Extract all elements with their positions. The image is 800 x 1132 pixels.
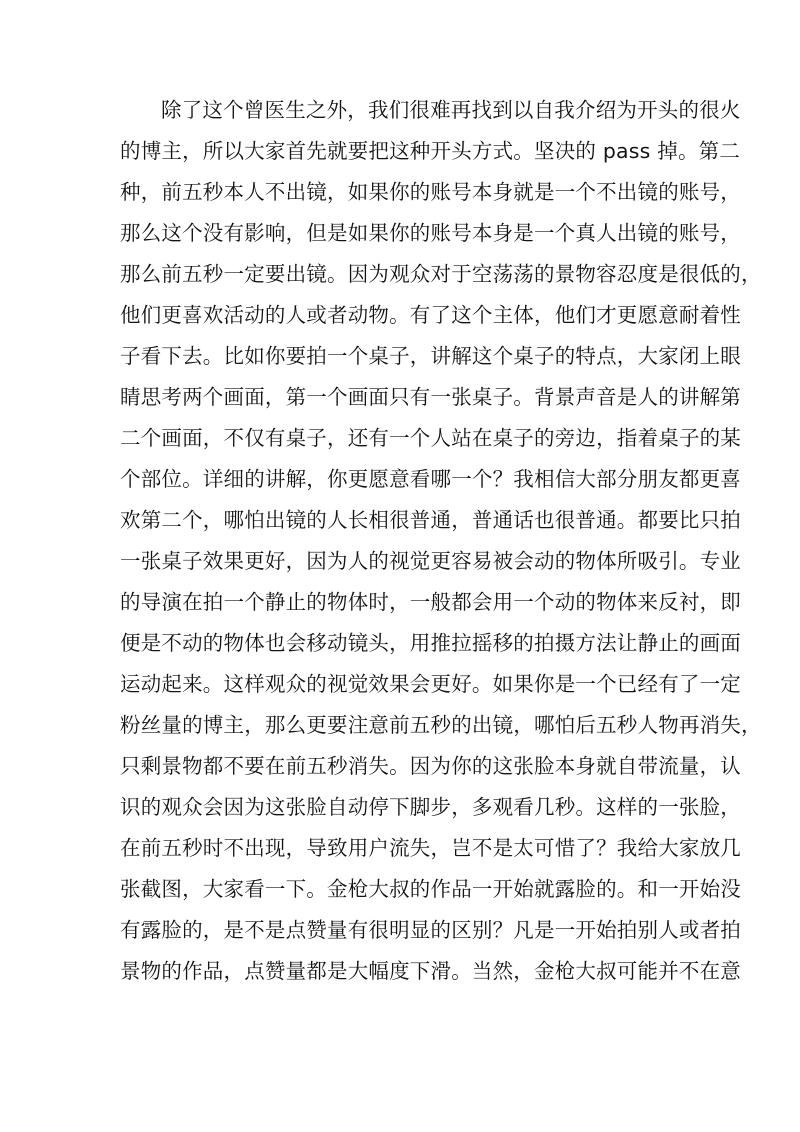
text-line-17: 只剩景物都不要在前五秒消失。因为你的这张脸本身就自带流量，认	[120, 754, 741, 778]
text-line-16: 粉丝量的博主，那么更要注意前五秒的出镜，哪怕后五秒人物再消失，	[120, 713, 762, 737]
text-line-11: 欢第二个，哪怕出镜的人长相很普通，普通话也很普通。都要比只拍	[120, 508, 741, 532]
text-line-14: 便是不动的物体也会移动镜头，用推拉摇移的拍摄方法让静止的画面	[120, 631, 741, 655]
text-line-7: 子看下去。比如你要拍一个桌子，讲解这个桌子的特点，大家闭上眼	[120, 344, 741, 368]
text-line-12: 一张桌子效果更好，因为人的视觉更容易被会动的物体所吸引。专业	[120, 549, 741, 573]
text-line-15: 运动起来。这样观众的视觉效果会更好。如果你是一个已经有了一定	[120, 672, 741, 696]
text-line-21: 有露脸的，是不是点赞量有很明显的区别？凡是一开始拍别人或者拍	[120, 918, 741, 942]
text-line-10: 个部位。详细的讲解，你更愿意看哪一个？我相信大部分朋友都更喜	[120, 467, 741, 491]
text-line-4: 那么这个没有影响，但是如果你的账号本身是一个真人出镜的账号，	[120, 221, 741, 245]
text-line-22: 景物的作品，点赞量都是大幅度下滑。当然，金枪大叔可能并不在意	[120, 959, 741, 983]
text-line-2: 的博主，所以大家首先就要把这种开头方式。坚决的 pass 掉。第二	[120, 139, 741, 163]
text-line-6: 他们更喜欢活动的人或者动物。有了这个主体，他们才更愿意耐着性	[120, 303, 741, 327]
text-line-19: 在前五秒时不出现，导致用户流失，岂不是太可惜了？我给大家放几	[120, 836, 741, 860]
text-line-8: 睛思考两个画面，第一个画面只有一张桌子。背景声音是人的讲解第	[120, 385, 741, 409]
text-line-18: 识的观众会因为这张脸自动停下脚步，多观看几秒。这样的一张脸，	[120, 795, 741, 819]
text-line-20: 张截图，大家看一下。金枪大叔的作品一开始就露脸的。和一开始没	[120, 877, 741, 901]
text-line-9: 二个画面，不仅有桌子，还有一个人站在桌子的旁边，指着桌子的某	[120, 426, 741, 450]
text-line-1: 除了这个曾医生之外，我们很难再找到以自我介绍为开头的很火	[161, 98, 741, 122]
text-line-3: 种，前五秒本人不出镜，如果你的账号本身就是一个不出镜的账号，	[120, 180, 741, 204]
text-line-5: 那么前五秒一定要出镜。因为观众对于空荡荡的景物容忍度是很低的，	[120, 262, 762, 286]
body-text	[120, 90, 762, 992]
text-line-13: 的导演在拍一个静止的物体时，一般都会用一个动的物体来反衬，即	[120, 590, 741, 614]
